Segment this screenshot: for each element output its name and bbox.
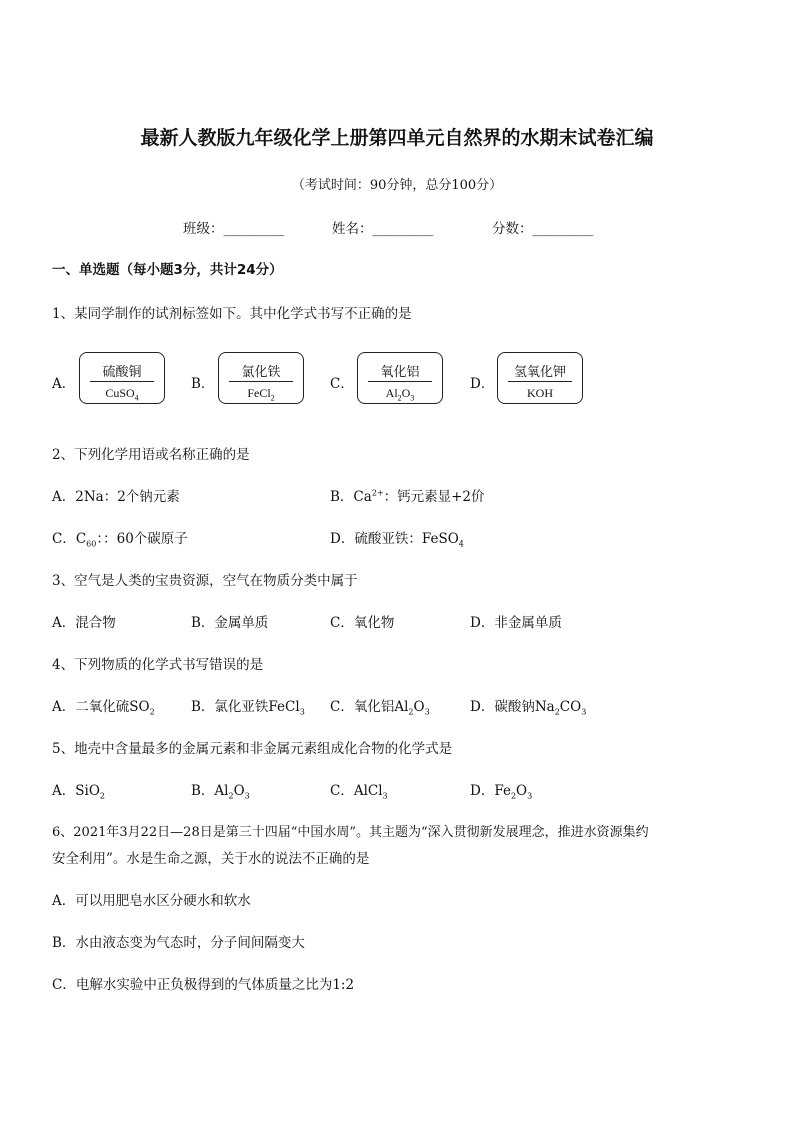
q1-label-c bbox=[357, 352, 443, 404]
q6-option-c: C．电解水实验中正负极得到的气体质量之比为1:2 bbox=[52, 977, 355, 993]
section-heading: 一、单选题（每小题3分，共计24分） bbox=[52, 262, 283, 278]
q3-option-d: D．非金属单质 bbox=[470, 615, 562, 631]
q1-label-c-formula: $Al_2O_3$ bbox=[385, 386, 415, 403]
q1-option-b-letter: B． bbox=[191, 376, 215, 392]
q1-label-a-divider bbox=[90, 381, 154, 382]
q1-label-d-name: 氢氧化钾 bbox=[513, 365, 566, 380]
q1-label-b-divider bbox=[229, 381, 293, 382]
exam-subtitle: （考试时间：90分钟，总分100分） bbox=[291, 178, 503, 193]
q1-label-a-name: 硫酸铜 bbox=[102, 365, 142, 380]
q1-label-c-divider bbox=[368, 381, 432, 382]
q2-option-d: D．硫酸亚铁：FeSO$_4$ bbox=[330, 531, 464, 549]
q1-label-a bbox=[79, 352, 165, 404]
q4-option-c: C．氧化铝$Al_2O_3$ bbox=[330, 699, 430, 717]
q5-option-b: B．$Al_2O_3$ bbox=[191, 783, 250, 801]
q1-option-a-letter: A． bbox=[52, 376, 76, 392]
q1-label-b bbox=[218, 352, 304, 404]
q4-option-d: D．碳酸钠$Na_2CO_3$ bbox=[470, 699, 587, 717]
q1-label-b-name: 氯化铁 bbox=[241, 365, 281, 380]
q1-option-d-letter: D． bbox=[470, 376, 495, 392]
question-2-stem: 2、下列化学用语或名称正确的是 bbox=[52, 447, 250, 463]
exam-title: 最新人教版九年级化学上册第四单元自然界的水期末试卷汇编 bbox=[140, 127, 654, 149]
class-field: 班级：_________ bbox=[183, 221, 285, 237]
question-1-stem: 1、某同学制作的试剂标签如下。其中化学式书写不正确的是 bbox=[52, 306, 412, 322]
q1-label-d bbox=[497, 352, 583, 404]
q4-option-b: B．氯化亚铁FeCl$_3$ bbox=[191, 699, 305, 717]
q5-option-a: A．SiO$_2$ bbox=[52, 783, 105, 801]
question-6-stem-line-1: 6、2021年3月22日—28日是第三十四届“中国水周”。其主题为“深入贯彻新发展理念，推进水资源集约 bbox=[52, 825, 649, 840]
q4-option-a: A．二氧化硫$SO_2$ bbox=[52, 699, 155, 717]
q1-label-d-formula: KOH bbox=[527, 386, 553, 400]
q3-option-a: A．混合物 bbox=[52, 615, 116, 631]
question-6-stem-line-2: 安全利用”。水是生命之源，关于水的说法不正确的是 bbox=[52, 851, 370, 867]
q6-option-b: B．水由液态变为气态时，分子间间隔变大 bbox=[52, 935, 305, 951]
q1-label-b-formula: FeCl$_2$ bbox=[247, 386, 275, 403]
score-field: 分数：_________ bbox=[492, 221, 594, 237]
name-field: 姓名：_________ bbox=[332, 221, 434, 237]
question-4-stem: 4、下列物质的化学式书写错误的是 bbox=[52, 657, 264, 673]
q3-option-c: C．氧化物 bbox=[330, 615, 395, 631]
q1-option-c-letter: C． bbox=[330, 376, 354, 392]
question-5-stem: 5、地壳中含量最多的金属元素和非金属元素组成化合物的化学式是 bbox=[52, 741, 453, 757]
q6-option-a: A．可以用肥皂水区分硬水和软水 bbox=[52, 893, 251, 909]
q1-label-d-divider bbox=[508, 381, 572, 382]
q5-option-c: C．AlCl$_3$ bbox=[330, 783, 388, 801]
q1-label-c-name: 氧化铝 bbox=[380, 365, 420, 380]
q2-option-c: C．$C_{60}$：：60个碳原子 bbox=[52, 531, 188, 549]
question-3-stem: 3、空气是人类的宝贵资源，空气在物质分类中属于 bbox=[52, 573, 358, 589]
q2-option-a: A．2Na：2个钠元素 bbox=[52, 489, 180, 505]
q2-option-b: B．$Ca^{2+}$：钙元素显+2价 bbox=[330, 488, 485, 505]
q1-label-a-formula: CuSO$_4$ bbox=[105, 386, 139, 403]
q5-option-d: D．$Fe_2O_3$ bbox=[470, 783, 533, 801]
q3-option-b: B．金属单质 bbox=[191, 615, 269, 631]
